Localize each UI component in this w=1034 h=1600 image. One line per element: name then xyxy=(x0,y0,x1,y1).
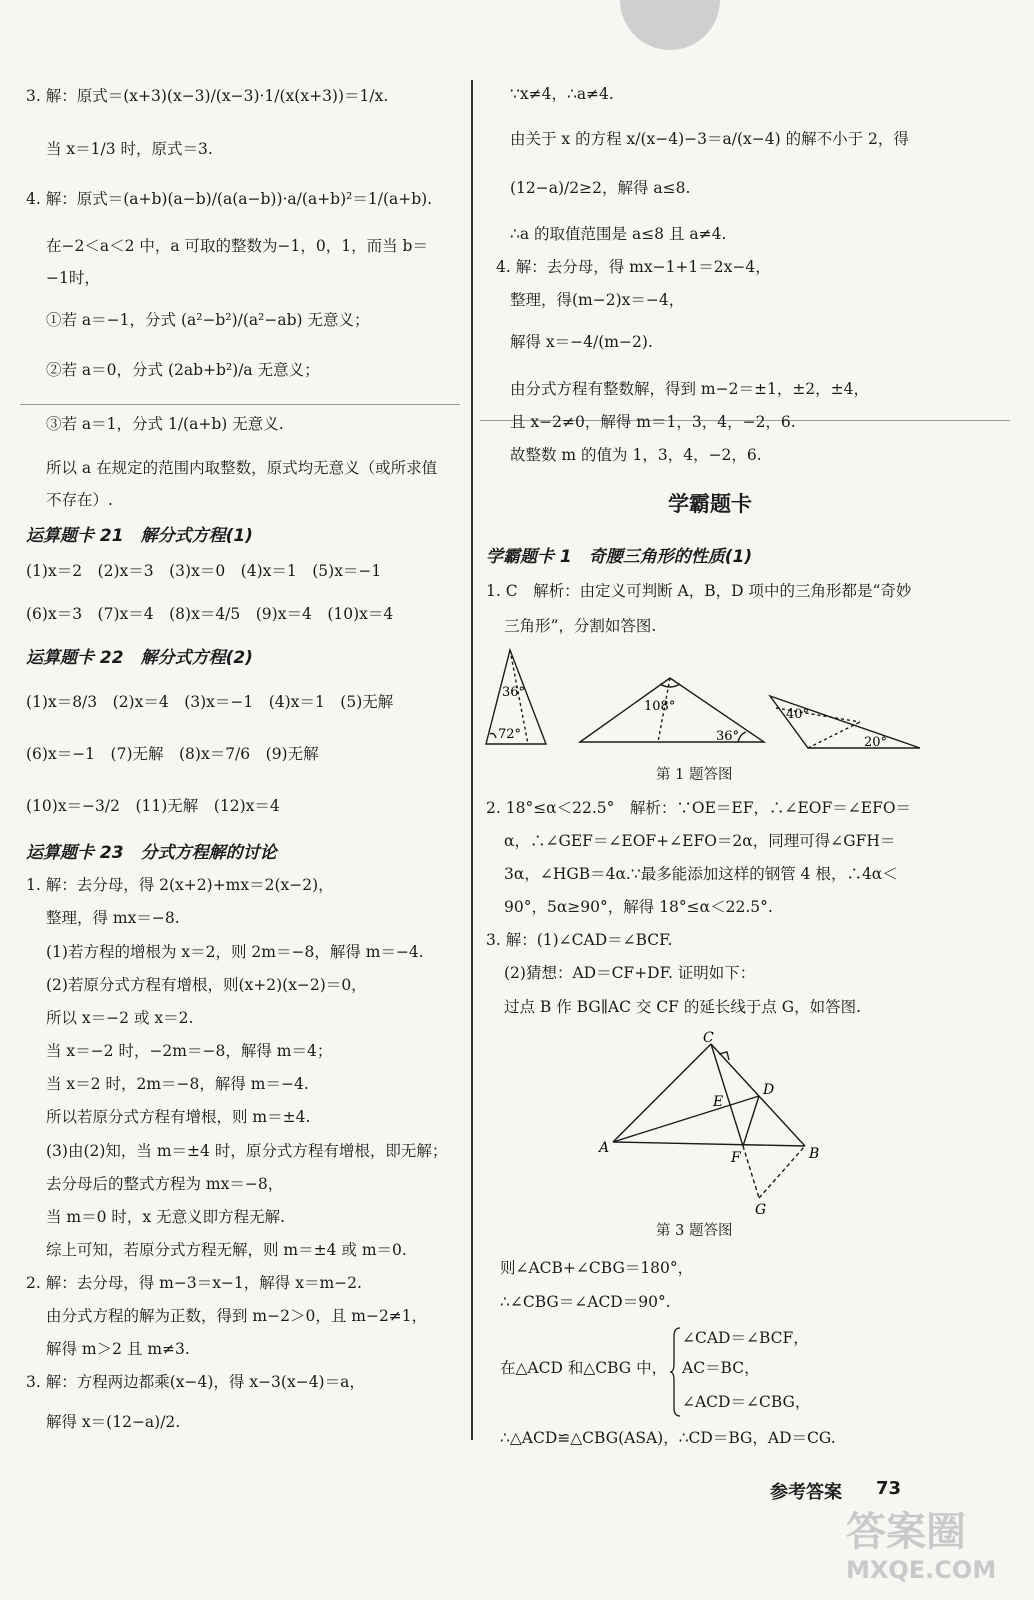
text-line: ∠ACD＝∠CBG， xyxy=(682,1393,811,1411)
text-line: 解得 x＝(12−a)/2. xyxy=(46,1413,181,1431)
text-line: 综上可知，若原分式方程无解，则 m＝±4 或 m＝0. xyxy=(46,1241,407,1259)
brace-icon xyxy=(670,1326,682,1418)
text-line: 去分母后的整式方程为 mx＝−8， xyxy=(46,1175,284,1193)
text-line: ∴a 的取值范围是 a≤8 且 a≠4. xyxy=(510,225,727,243)
text-line: ∠CAD＝∠BCF， xyxy=(682,1329,809,1347)
text-line: 在−2＜a＜2 中，a 可取的整数为−1，0，1，而当 b＝ xyxy=(46,237,428,255)
text-line: 2. 解：去分母，得 m−3＝x−1，解得 x＝m−2. xyxy=(26,1274,362,1292)
text-line: 在△ACD 和△CBG 中， xyxy=(500,1359,668,1377)
text-line: ∴∠CBG＝∠ACD＝90°. xyxy=(500,1293,671,1311)
text-line: (12−a)/2≥2，解得 a≤8. xyxy=(510,179,691,197)
text-line: ③若 a＝1，分式 1/(a+b) 无意义. xyxy=(46,415,284,433)
angle-label: 108° xyxy=(644,699,676,714)
text-line: 3. 解：方程两边都乘(x−4)，得 x−3(x−4)＝a， xyxy=(26,1373,365,1391)
text-line: 当 x＝−2 时，−2m＝−8，解得 m＝4； xyxy=(46,1042,333,1060)
text-line: 当 x＝1/3 时，原式＝3. xyxy=(46,140,213,158)
text-line: (2)猜想：AD＝CF+DF. 证明如下： xyxy=(504,964,756,982)
text-line: (1)x＝8/3 (2)x＝4 (3)x＝−1 (4)x＝1 (5)无解 xyxy=(26,693,394,711)
text-line: 故整数 m 的值为 1，3，4，−2，6. xyxy=(510,446,762,464)
page-number: 73 xyxy=(876,1478,902,1499)
section-heading: 运算题卡 21 解分式方程(1) xyxy=(26,526,253,546)
point-label: A xyxy=(599,1140,610,1156)
text-line: (1)x＝2 (2)x＝3 (3)x＝0 (4)x＝1 (5)x＝−1 xyxy=(26,562,382,580)
text-line: 当 x＝2 时，2m＝−8，解得 m＝−4. xyxy=(46,1075,309,1093)
text-line: 不存在）. xyxy=(46,491,113,509)
text-line: (1)若方程的增根为 x＝2，则 2m＝−8，解得 m＝−4. xyxy=(46,943,424,961)
point-label: B xyxy=(809,1146,820,1162)
text-line: (6)x＝3 (7)x＝4 (8)x＝4/5 (9)x＝4 (10)x＝4 xyxy=(26,605,394,623)
text-line: 解得 m＞2 且 m≠3. xyxy=(46,1340,190,1358)
text-line: 由分式方程有整数解，得到 m−2＝±1，±2，±4， xyxy=(510,380,870,398)
text-line: −1时， xyxy=(46,269,100,287)
section-heading: 运算题卡 22 解分式方程(2) xyxy=(26,648,253,668)
text-line: (2)若原分式方程有增根，则(x+2)(x−2)＝0， xyxy=(46,976,367,994)
column-divider xyxy=(471,80,473,1440)
text-line: (6)x＝−1 (7)无解 (8)x＝7/6 (9)无解 xyxy=(26,745,319,763)
text-line: 1. 解：去分母，得 2(x+2)+mx＝2(x−2)， xyxy=(26,876,334,894)
angle-label: 20° xyxy=(864,735,888,750)
figure-caption: 第 3 题答图 xyxy=(656,1223,733,1239)
angle-label: 36° xyxy=(716,729,740,744)
figure-3-diagram xyxy=(595,1030,835,1218)
text-line: ∵x≠4，∴a≠4. xyxy=(510,85,614,103)
text-line: (10)x＝−3/2 (11)无解 (12)x＝4 xyxy=(26,797,280,815)
text-line: 由关于 x 的方程 x/(x−4)−3＝a/(x−4) 的解不小于 2，得 xyxy=(510,130,909,148)
top-decoration xyxy=(620,0,720,50)
text-line: 所以 a 在规定的范围内取整数，原式均无意义（或所求值 xyxy=(46,459,438,477)
text-line: 2. 18°≤α＜22.5° 解析：∵OE＝EF，∴∠EOF＝∠EFO＝ xyxy=(486,799,912,817)
section-heading: 运算题卡 23 分式方程解的讨论 xyxy=(26,843,277,863)
text-line: AC＝BC， xyxy=(682,1359,760,1377)
text-line: ①若 a＝−1，分式 (a²−b²)/(a²−ab) 无意义； xyxy=(46,311,370,329)
point-label: C xyxy=(703,1030,714,1046)
point-label: E xyxy=(713,1094,724,1110)
chapter-title: 学霸题卡 xyxy=(668,492,752,516)
text-line: 所以若原分式方程有增根，则 m＝±4. xyxy=(46,1108,311,1126)
angle-label: 40° xyxy=(786,707,810,722)
text-line: 1. C 解析：由定义可判断 A，B，D 项中的三角形都是“奇妙 xyxy=(486,582,912,600)
angle-label: 72° xyxy=(498,727,522,742)
text-line: ∴△ACD≌△CBG(ASA)，∴CD＝BG，AD＝CG. xyxy=(500,1429,836,1447)
footer-label: 参考答案 xyxy=(770,1482,842,1503)
fold-line xyxy=(20,404,460,405)
text-line: 过点 B 作 BG∥AC 交 CF 的延长线于点 G，如答图. xyxy=(504,998,862,1016)
text-line: 4. 解：原式＝(a+b)(a−b)/(a(a−b))·a/(a+b)²＝1/(a+b). xyxy=(26,190,433,208)
text-line: α，∴∠GEF＝∠EOF+∠EFO＝2α，同理可得∠GFH＝ xyxy=(504,832,896,850)
watermark-logo: 答案圈 xyxy=(846,1509,966,1555)
text-line: 解得 x＝−4/(m−2). xyxy=(510,333,653,351)
text-line: 整理，得(m−2)x＝−4， xyxy=(510,291,685,309)
text-line: 整理，得 mx＝−8. xyxy=(46,909,180,927)
text-line: 则∠ACB+∠CBG＝180°， xyxy=(500,1259,694,1277)
text-line: 90°，5α≥90°，解得 18°≤α＜22.5°. xyxy=(504,898,773,916)
text-line: 三角形”，分割如答图. xyxy=(504,617,657,635)
watermark-url: MXQE.COM xyxy=(846,1556,997,1584)
point-label: G xyxy=(755,1202,767,1218)
angle-label: 36° xyxy=(502,685,526,700)
text-line: 4. 解：去分母，得 mx−1+1＝2x−4， xyxy=(496,258,771,276)
text-line: 所以 x＝−2 或 x＝2. xyxy=(46,1009,194,1027)
text-line: (3)由(2)知，当 m＝±4 时，原分式方程有增根，即无解； xyxy=(46,1142,448,1160)
figure-caption: 第 1 题答图 xyxy=(656,767,733,783)
point-label: F xyxy=(731,1150,741,1166)
text-line: 3α，∠HGB＝4α.∵最多能添加这样的钢管 4 根，∴4α＜ xyxy=(504,865,898,883)
text-line: 当 m＝0 时，x 无意义即方程无解. xyxy=(46,1208,286,1226)
text-line: 3. 解：原式＝(x+3)(x−3)/(x−3)·1/(x(x+3))＝1/x. xyxy=(26,87,389,105)
figure-1-triangles xyxy=(480,646,950,756)
text-line: 3. 解：(1)∠CAD＝∠BCF. xyxy=(486,931,673,949)
point-label: D xyxy=(763,1082,775,1098)
text-line: 由分式方程的解为正数，得到 m−2＞0，且 m−2≠1， xyxy=(46,1307,428,1325)
text-line: ②若 a＝0，分式 (2ab+b²)/a 无意义； xyxy=(46,361,320,379)
section-heading: 学霸题卡 1 奇腰三角形的性质(1) xyxy=(486,547,753,567)
text-line: 且 x−2≠0，解得 m＝1，3，4，−2，6. xyxy=(510,413,796,431)
